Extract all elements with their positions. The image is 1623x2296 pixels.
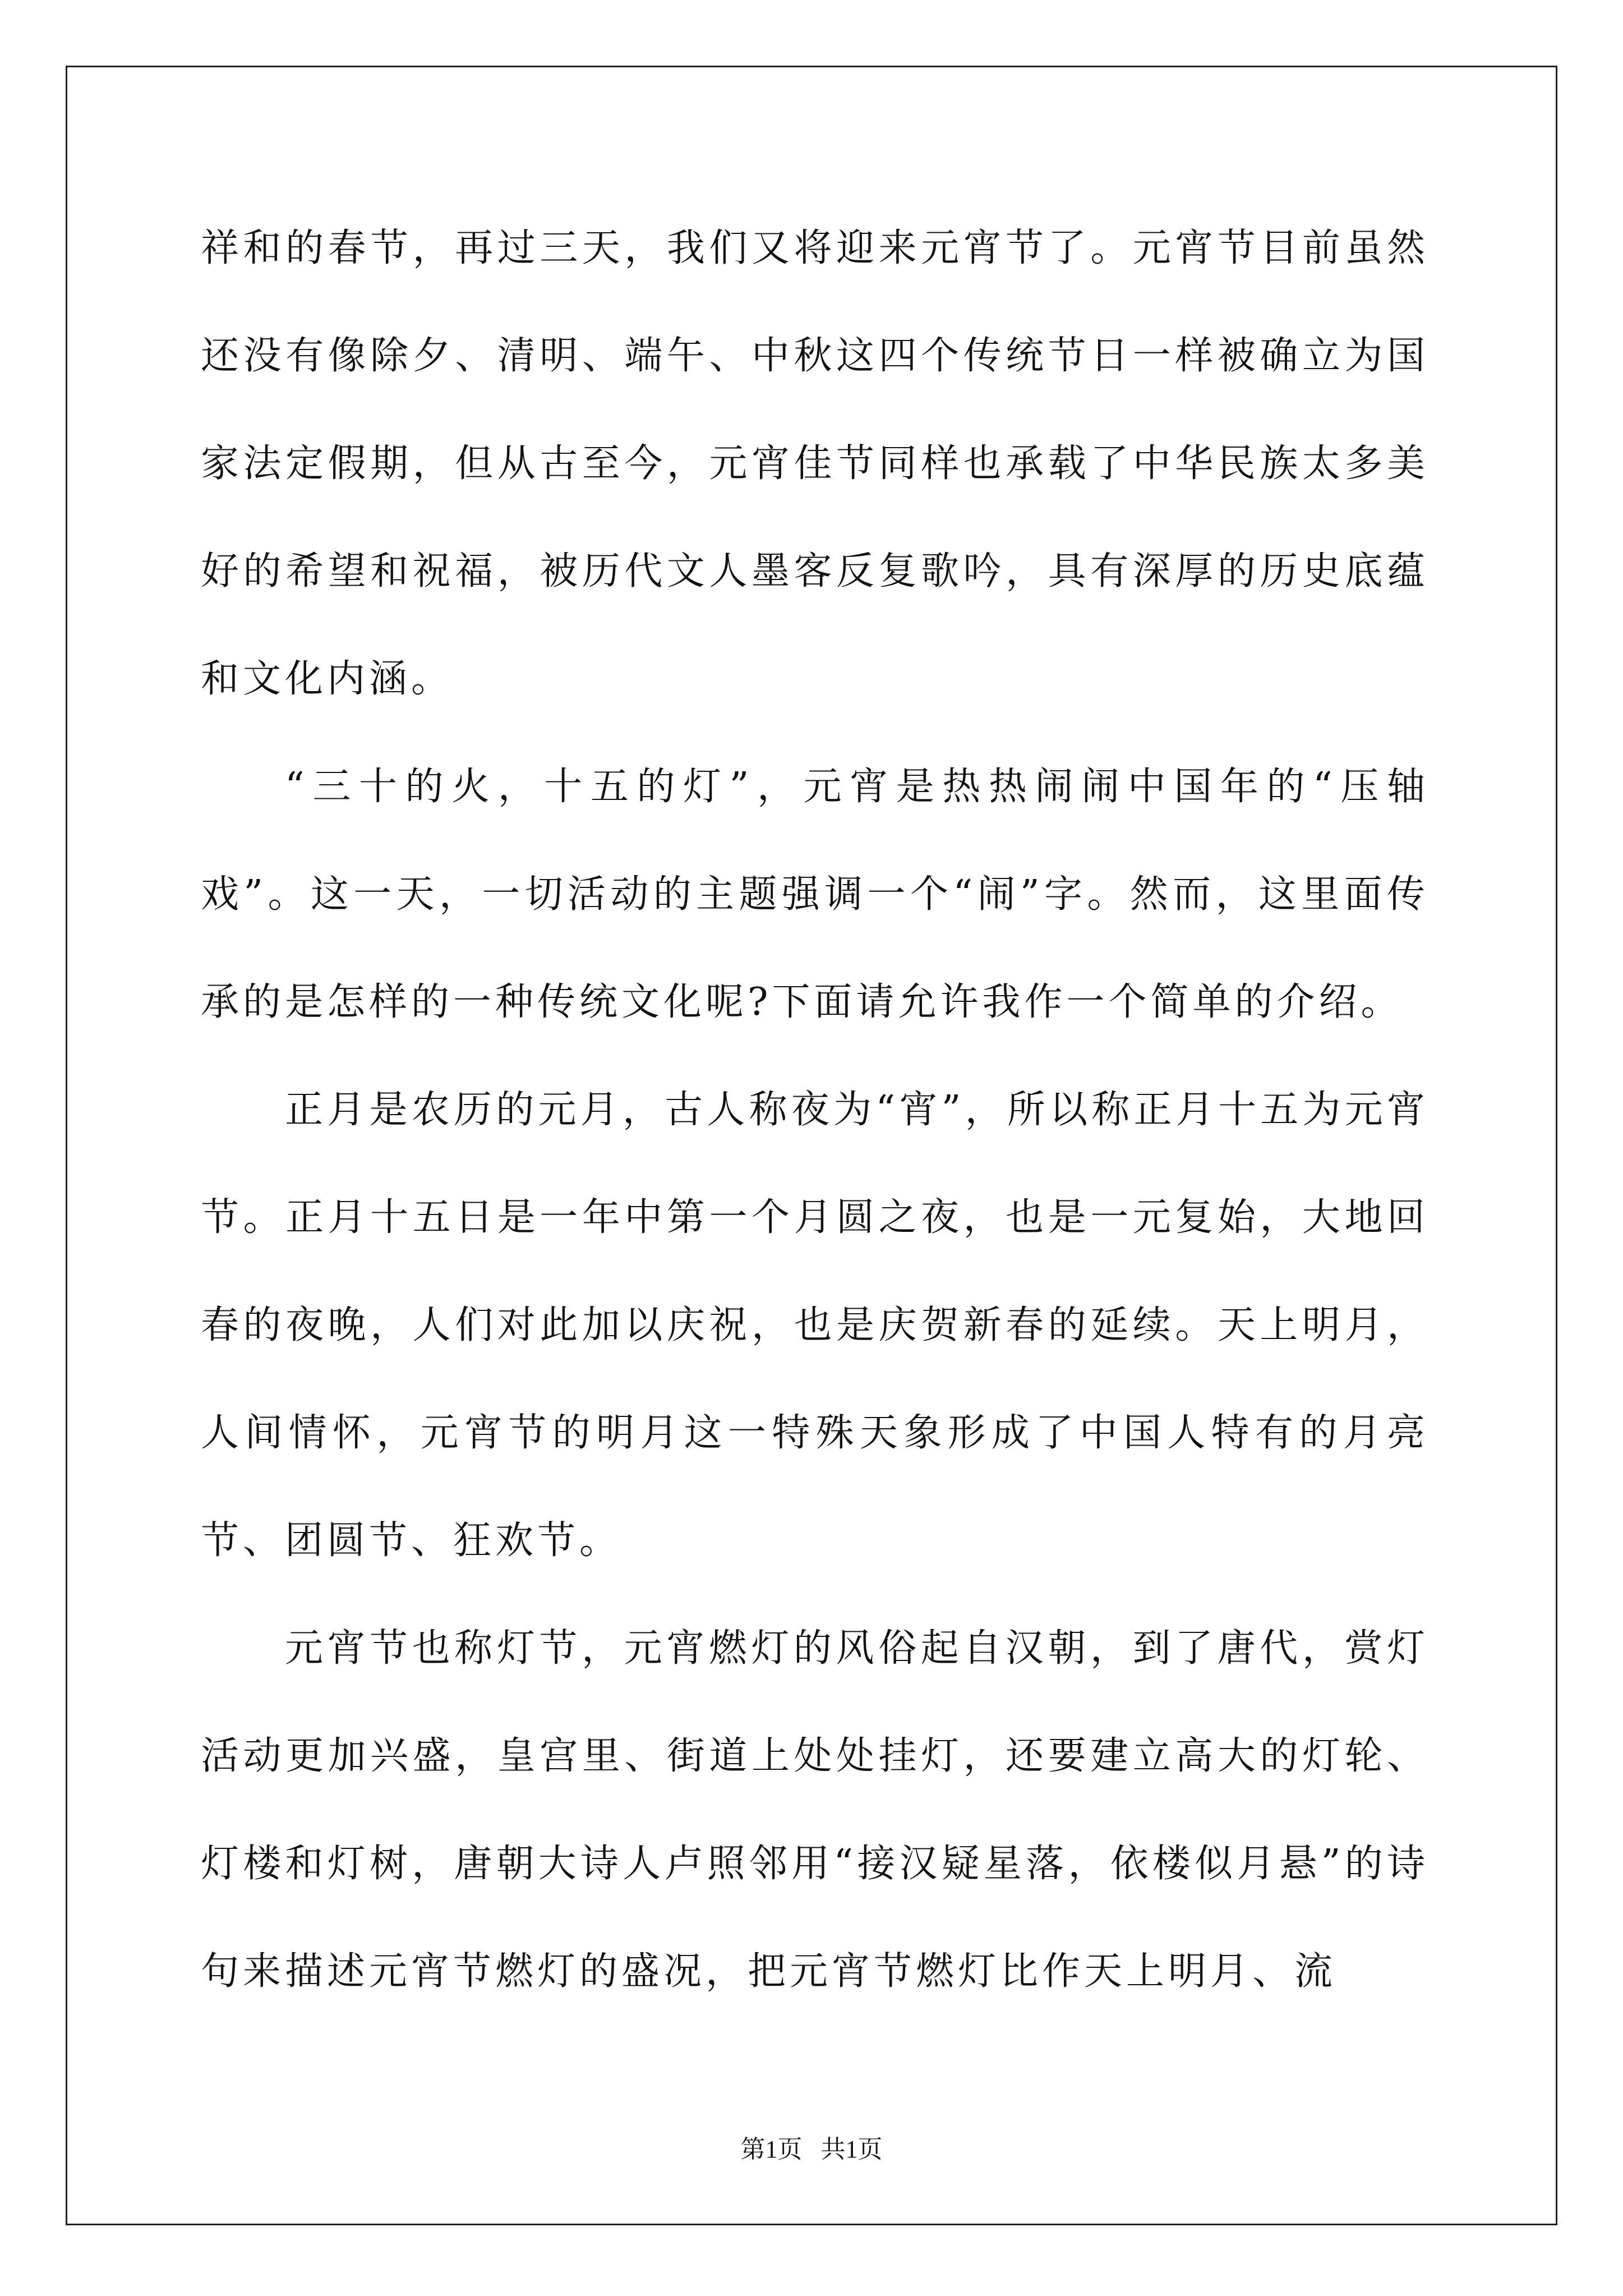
page-footer: 第1页 共1页 — [740, 2136, 883, 2163]
paragraph-2: “三十的火，十五的灯”，元宵是热热闹闹中国年的“压轴戏”。这一天，一切活动的主题强调一个“闹”字。然而，这里面传承的是怎样的一种传统文化呢?下面请允许我作一个简单的介绍。 — [201, 765, 1429, 1024]
paragraph-1: 祥和的春节，再过三天，我们又将迎来元宵节了。元宵节目前虽然还没有像除夕、清明、端午、中秋这四个传统节日一样被确立为国家法定假期，但从古至今，元宵佳节同样也承载了中华民族太多美好的希望和祝福，被历代文人墨客反复歌吟，具有深厚的历史底蕴和文化内涵。 — [201, 226, 1429, 701]
paragraph-4: 元宵节也称灯节，元宵燃灯的风俗起自汉朝，到了唐代，赏灯活动更加兴盛，皇宫里、街道上处处挂灯，还要建立高大的灯轮、灯楼和灯树，唐朝大诗人卢照邻用“接汉疑星落，依楼似月悬”的诗句来描述元宵节燃灯的盛况，把元宵节燃灯比作天上明月、流 — [201, 1626, 1429, 1994]
paragraph-3: 正月是农历的元月，古人称夜为“宵”，所以称正月十五为元宵节。正月十五日是一年中第一个月圆之夜，也是一元复始，大地回春的夜晚，人们对此加以庆祝，也是庆贺新春的延续。天上明月，人间情怀，元宵节的明月这一特殊天象形成了中国人特有的月亮节、团圆节、狂欢节。 — [201, 1088, 1429, 1563]
document-body — [201, 195, 1429, 2026]
